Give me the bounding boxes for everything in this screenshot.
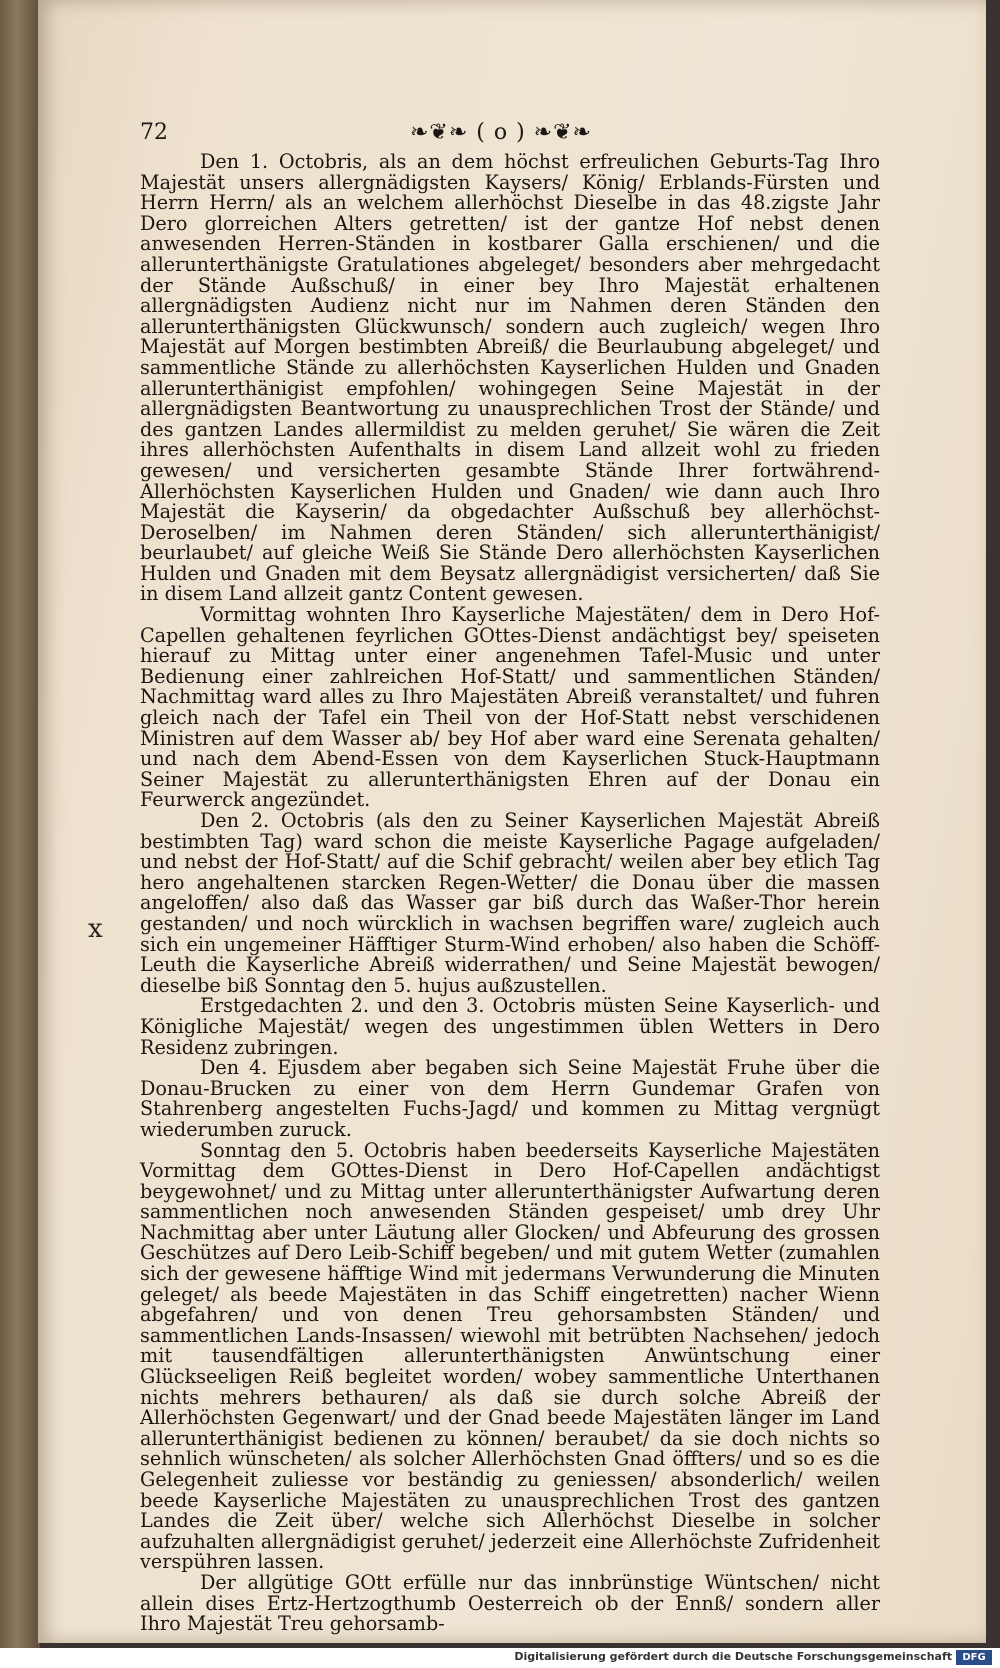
header-ornament: ❧❦❧ ( o ) ❧❦❧	[410, 120, 592, 145]
book-edge	[0, 0, 40, 1648]
paragraph: Vormittag wohnten Ihro Kayserliche Majestäten/ dem in Dero Hof-Capellen gehaltenen feyrlichen GOttes-Dienst andächtigst bey/ speiseten hierauf zu Mittag unter einer angenehmen Tafel-Music und unter Bedienung einer zahlreichen Hof-Statt/ und sammentlichen Ständen/ Nachmittag ward alles zu Ihro Majestäten Abreiß veranstaltet/ und fuhren gleich nach der Tafel ein Theil von der Hof-Statt nebst verschidenen Ministren auf dem Wasser ab/ bey Hof aber ward eine Serenata gehalten/ und nach dem Abend-Essen von dem Kayserlichen Stuck-Hauptmann Seiner Majestät zu allerunterthänigsten Ehren auf der Donau ein Feurwerck angezündet.	[140, 603, 880, 812]
footer-credit: Digitalisierung gefördert durch die Deutsche Forschungsgemeinschaft	[514, 1650, 952, 1663]
page-number: 72	[140, 120, 168, 145]
footer-bar	[0, 1648, 1000, 1668]
paragraph: Den 4. Ejusdem aber begaben sich Seine Majestät Fruhe über die Donau-Brucken zu einer von dem Herrn Gundemar Grafen von Stahrenberg angestelten Fuchs-Jagd/ und kommen zu Mittag vergnügt wiederumben zuruck.	[140, 1056, 880, 1141]
paragraph: Den 1. Octobris, als an dem höchst erfreulichen Geburts-Tag Ihro Majestät unsers allergnädigsten Kaysers/ König/ Erblands-Fürsten und Herrn Herrn/ als an welchem allerhöchst Dieselbe in das 48.zigste Jahr Dero glorreichen Alters getretten/ ist der gantze Hof nebst denen anwesenden Herren-Ständen in kostbarer Galla erschienen/ und die allerunterthänigste Gratulationes abgeleget/ besonders aber mehrgedacht der Stände Außschuß/ in einer bey Ihro Majestät erhaltenen allergnädigsten Audienz nicht nur im Nahmen deren Ständen den allerunterthänigsten Glückwunsch/ sondern auch zugleich/ wegen Ihro Majestät auf Morgen bestimbten Abreiß/ die Beurlaubung abgeleget/ und sammentliche Stände zu allerhöchsten Kayserlichen Hulden und Gnaden allerunterthänigist empfohlen/ wohingegen Seine Majestät in der allergnädigsten Beantwortung zu unausprechlichen Trost der Stände/ und des gantzen Landes allermildist zu melden geruhet/ Sie wären die Zeit ihres allerhöchsten Aufenthalts in disem Land allzeit wohl zu frieden gewesen/ und versicherten gesambte Stände Ihrer fortwährend-Allerhöchsten Kayserlichen Hulden und Gnaden/ wie dann auch Ihro Majestät die Kayserin/ da obgedachter Außschuß bey allerhöchst-Deroselben/ im Nahmen deren Ständen/ sich allerunterthänigist/ beurlaubet/ auf gleiche Weiß Sie Stände Dero allerhöchsten Kayserlichen Hulden und Gnaden mit dem Beysatz allergnädigist versicherten/ daß Sie in disem Land allzeit gantz Content gewesen.	[140, 150, 880, 606]
body-text	[140, 152, 880, 1635]
paragraph: Der allgütige GOtt erfülle nur das innbrünstige Wüntschen/ nicht allein dises Ertz-Hertzogthumb Oesterreich ob der Ennß/ sondern aller Ihro Majestät Treu gehorsamb-	[140, 1570, 880, 1636]
paragraph: Erstgedachten 2. und den 3. Octobris müsten Seine Kayserlich- und Königliche Majestät/ wegen des ungestimmen üblen Wetters in Dero Residenz zubringen.	[140, 994, 880, 1059]
paragraph: Den 2. Octobris (als den zu Seiner Kayserlichen Majestät Abreiß bestimbten Tag) ward schon die meiste Kayserliche Pagage aufgeladen/ und nebst der Hof-Statt/ auf die Schif gebracht/ weilen aber bey etlich Tag hero angehaltenen starcken Regen-Wetter/ die Donau über die massen angeloffen/ also daß das Wasser gar biß durch das Waßer-Thor herein gestanden/ und noch würcklich in wachsen begriffen ware/ zugleich auch sich ein ungemeiner Häfftiger Sturm-Wind erhoben/ also haben die Schöff-Leuth die Kayserliche Abreiß widerrathen/ und Seine Majestät bewogen/ dieselbe biß Sonntag den 5. hujus außzustellen.	[140, 809, 880, 997]
margin-mark: x	[88, 914, 103, 944]
dfg-logo: DFG	[956, 1650, 992, 1665]
page-header	[140, 120, 880, 150]
paragraph: Sonntag den 5. Octobris haben beederseits Kayserliche Majestäten Vormittag dem GOttes-Dienst in Dero Hof-Capellen andächtigst beygewohnet/ und zu Mittag unter allerunterthänigster Aufwartung deren sammentlichen noch anwesenden Ständen gespeiset/ umb drey Uhr Nachmittag aber unter Läutung aller Glocken/ und Abfeurung des grossen Geschützes auf Dero Leib-Schiff begeben/ und mit gutem Wetter (zumahlen sich der gewesene häfftige Wind mit jedermans Verwunderung die Minuten geleget/ als beede Majestäten in das Schiff eingetretten) nacher Wienn abgefahren/ und von denen Treu gehorsambsten Ständen/ und sammentlichen Lands-Insassen/ wiewohl mit betrübten Nachsehen/ jedoch mit tausendfältigen allerunterthänigsten Anwüntschung einer Glückseeligen Reiß begleitet worden/ wobey sammentliche Unterthanen nichts mehrers bethauren/ als daß sie durch solche Abreiß der Allerhöchsten Gegenwart/ und der Gnad beede Majestäten länger im Land allerunterthänigist bedienen zu können/ beraubet/ da sie doch nichts so sehnlich wünscheten/ als solcher Allerhöchsten Gnad öffters/ und so es die Gelegenheit zuliesse vor beständig zu geniessen/ absonderlich/ weilen beede Kayserliche Majestäten zu unausprechlichen Trost des gantzen Landes die Zeit über/ welche sich Allerhöchst Dieselbe in solcher aufzuhalten allergnädigist geruhet/ jederzeit eine Allerhöchste Zufridenheit verspühren lassen.	[140, 1138, 880, 1574]
